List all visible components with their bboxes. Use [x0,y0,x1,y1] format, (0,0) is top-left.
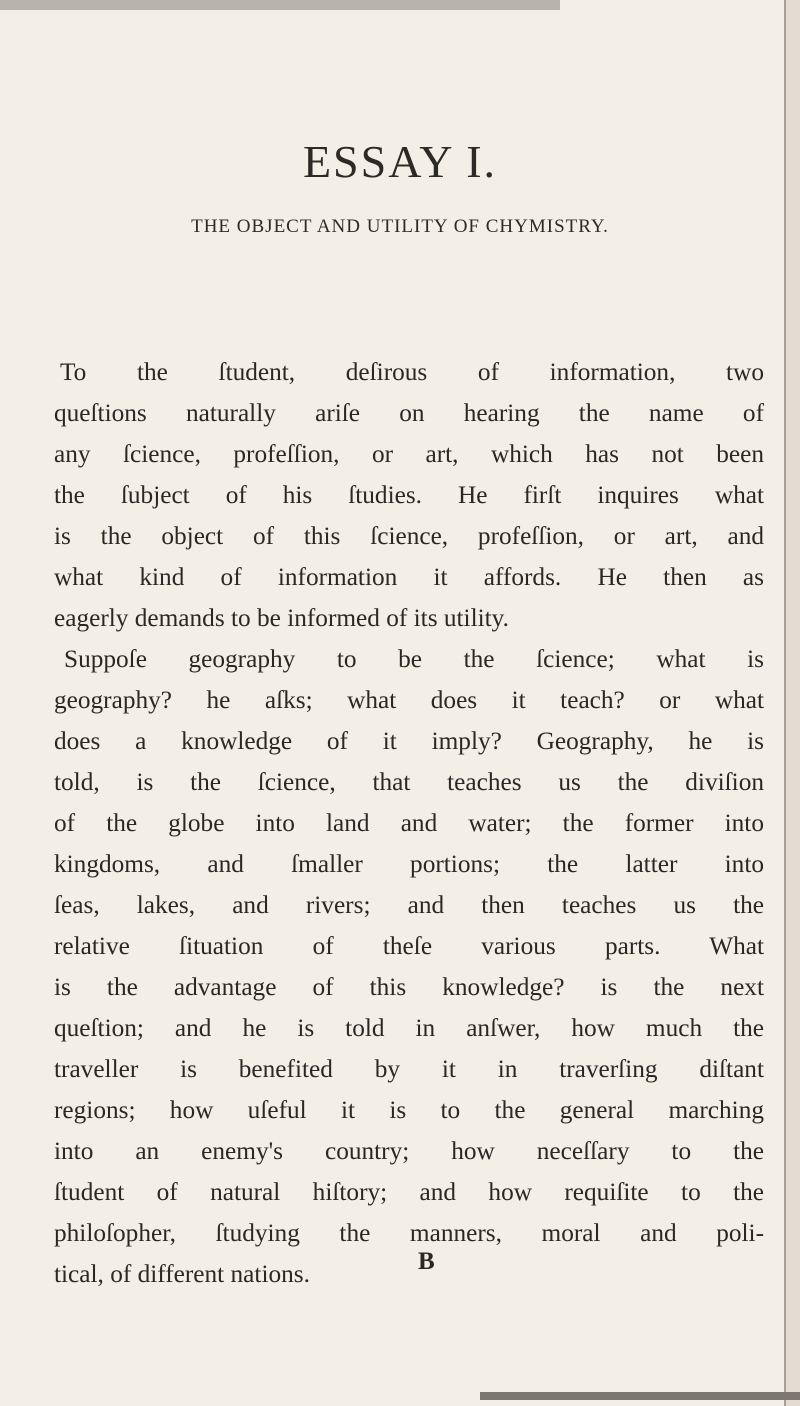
text-line: kingdoms, and ſmaller portions; the latter into [54,850,764,878]
paragraph-2 [54,639,764,1295]
text-line: ſtudent of natural hiſtory; and how requiſite to the [54,1178,764,1206]
text-line: told, is the ſcience, that teaches us the diviſion [54,768,764,796]
text-line: queſtion; and he is told in anſwer, how much the [54,1014,764,1042]
text-line: relative ſituation of theſe various parts. What [54,932,764,960]
text-line: regions; how uſeful it is to the general marching [54,1096,764,1124]
text-line: ſeas, lakes, and rivers; and then teaches us the [54,891,764,919]
text-line: into an enemy's country; how neceſſary to the [54,1137,764,1165]
signature-mark: B [418,1248,435,1275]
scan-shadow-top [0,0,560,10]
text-line: any ſcience, profeſſion, or art, which has not been [54,440,764,468]
text-line: eagerly demands to be informed of its utility. [54,604,509,632]
essay-body [54,352,764,1295]
text-line: philoſopher, ſtudying the manners, moral and poli- [54,1219,764,1247]
page-edge-bottom [480,1392,800,1400]
text-line: of the globe into land and water; the former into [54,809,764,837]
text-line: queſtions naturally ariſe on hearing the name of [54,399,764,427]
section-title: THE OBJECT AND UTILITY OF CHYMISTRY. [191,216,609,237]
page-edge-right [784,0,800,1406]
text-line: is the advantage of this knowledge? is the next [54,973,764,1001]
text-line: To the ſtudent, deſirous of information, two [60,358,764,386]
text-line: tical, of different nations. [54,1260,310,1288]
paragraph-1 [54,352,764,639]
text-line: is the object of this ſcience, profeſſion, or art, and [54,522,764,550]
text-line: traveller is benefited by it in traverſing diſtant [54,1055,764,1083]
text-line: the ſubject of his ſtudies. He firſt inquires what [54,481,764,509]
text-line: geography? he aſks; what does it teach? or what [54,686,764,714]
text-line: what kind of information it affords. He then as [54,563,764,591]
text-line: does a knowledge of it imply? Geography, he is [54,727,764,755]
essay-title: ESSAY I. [302,136,498,187]
text-line: Suppoſe geography to be the ſcience; what is [64,645,764,673]
